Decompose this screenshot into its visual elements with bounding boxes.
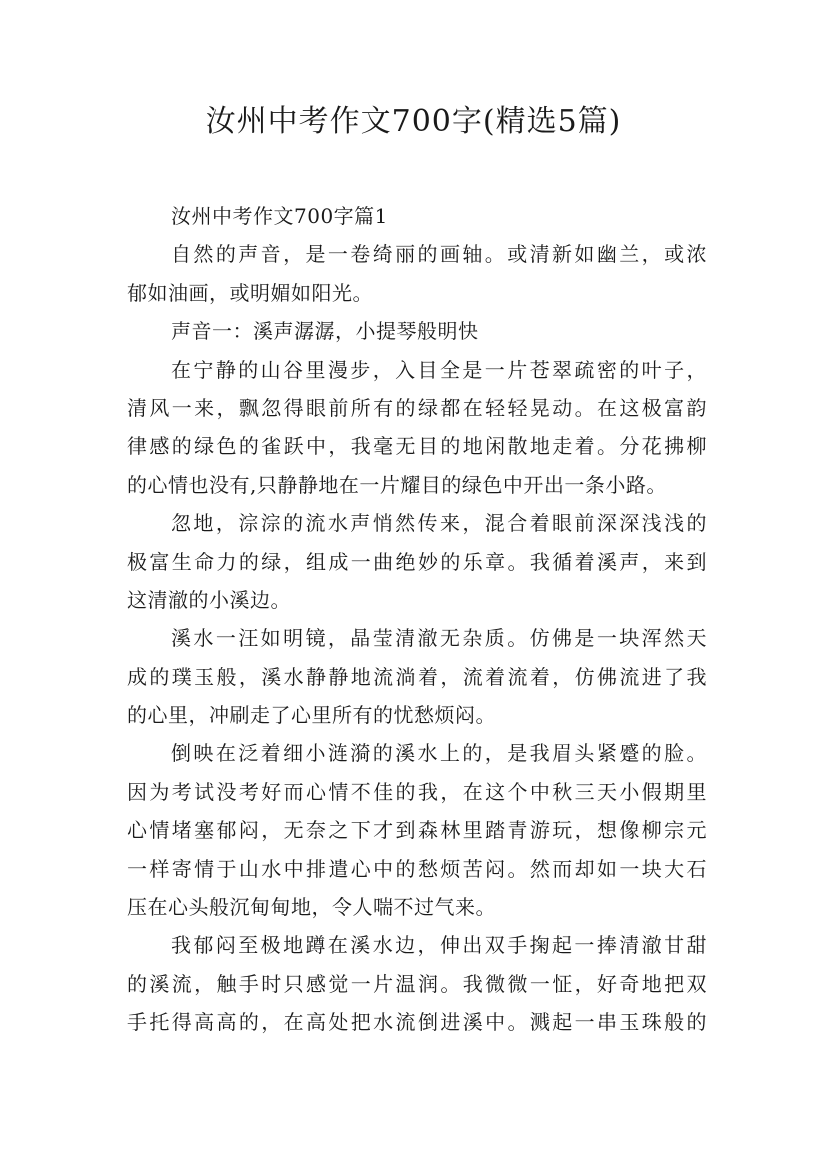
- text-line: 成的璞玉般，溪水静静地流淌着，流着流着，仿佛流进了我: [127, 664, 707, 689]
- text-line: 极富生命力的绿，组成一曲绝妙的乐章。我循着溪声，来到: [127, 549, 707, 574]
- text-line: 因为考试没考好而心情不佳的我，在这个中秋三天小假期里: [127, 779, 707, 804]
- text-line: 声音一：溪声潺潺，小提琴般明快: [171, 319, 479, 344]
- document-body: [127, 197, 707, 1042]
- text-line: 手托得高高的，在高处把水流倒进溪中。溅起一串玉珠般的: [127, 1010, 707, 1035]
- text-line: 忽地，淙淙的流水声悄然传来，混合着眼前深深浅浅的: [171, 511, 707, 536]
- text-line: 溪水一汪如明镜，晶莹清澈无杂质。仿佛是一块浑然天: [171, 626, 707, 651]
- document-title: 汝州中考作文700字(精选5篇): [205, 104, 622, 139]
- text-line: 的心情也没有,只静静地在一片耀目的绿色中开出一条小路。: [127, 472, 667, 497]
- text-line: 郁如油画，或明媚如阳光。: [127, 280, 373, 305]
- text-line: 这清澈的小溪边。: [127, 587, 291, 612]
- text-line: 的心里，冲刷走了心里所有的忧愁烦闷。: [127, 703, 496, 728]
- text-line: 自然的声音，是一卷绮丽的画轴。或清新如幽兰，或浓: [171, 242, 707, 267]
- text-line: 一样寄情于山水中排遣心中的愁烦苦闷。然而却如一块大石: [127, 856, 707, 881]
- text-line: 的溪流，触手时只感觉一片温润。我微微一怔，好奇地把双: [127, 971, 707, 996]
- text-line: 在宁静的山谷里漫步，入目全是一片苍翠疏密的叶子，: [171, 357, 707, 382]
- text-line: 我郁闷至极地蹲在溪水边，伸出双手掬起一捧清澈甘甜: [171, 933, 707, 958]
- text-line: 汝州中考作文700字篇1: [171, 204, 388, 228]
- text-line: 压在心头般沉甸甸地，令人喘不过气来。: [127, 895, 496, 920]
- text-line: 律感的绿色的雀跃中，我毫无目的地闲散地走着。分花拂柳: [127, 434, 707, 459]
- text-line: 心情堵塞郁闷，无奈之下才到森林里踏青游玩，想像柳宗元: [127, 818, 707, 843]
- text-line: 清风一来，飘忽得眼前所有的绿都在轻轻晃动。在这极富韵: [127, 395, 707, 420]
- text-line: 倒映在泛着细小涟漪的溪水上的，是我眉头紧蹙的脸。: [171, 741, 707, 766]
